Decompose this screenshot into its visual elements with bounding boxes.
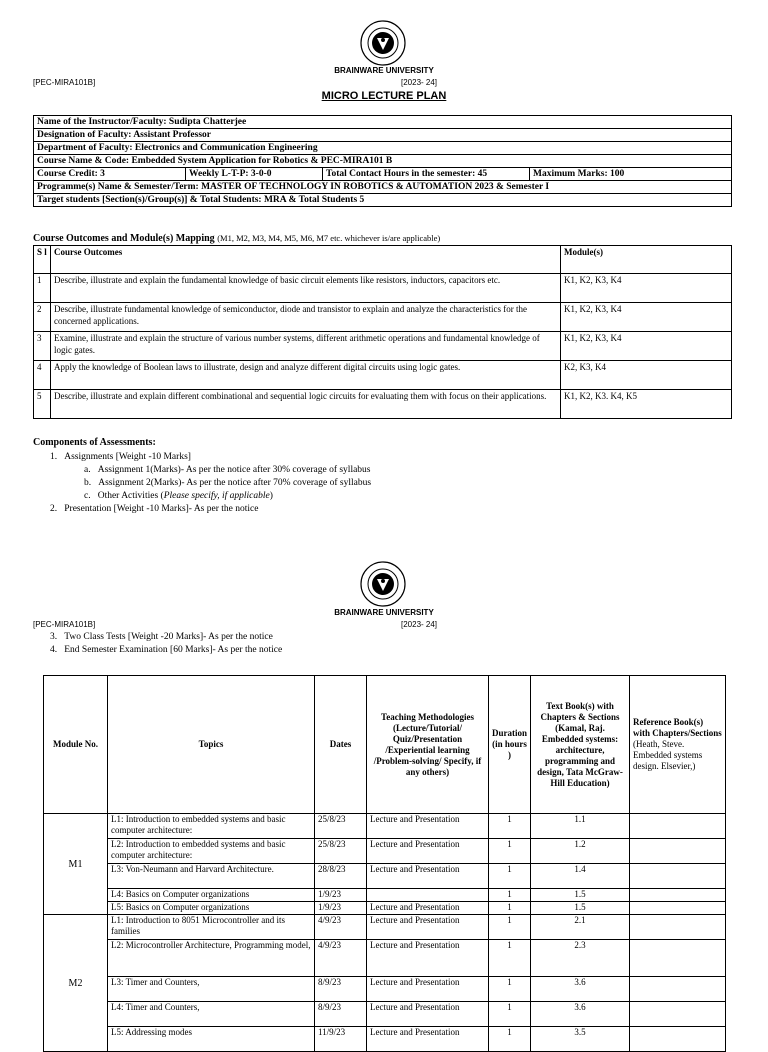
- lecture-plan-table: [43, 675, 726, 1052]
- topic-cell: L1: Introduction to embedded systems and basic computer architecture:: [108, 814, 315, 839]
- date-cell: 25/8/23: [315, 814, 367, 839]
- university-name: BRAINWARE UNIVERSITY: [334, 608, 434, 617]
- textbook-cell: 3.5: [531, 1027, 630, 1052]
- outcome-sl: 2: [34, 303, 51, 332]
- duration-cell: 1: [489, 839, 531, 864]
- plan-col-reference: [630, 676, 726, 814]
- reference-cell: [630, 977, 726, 1002]
- page-title: MICRO LECTURE PLAN: [321, 90, 447, 102]
- outcome-modules: K2, K3, K4: [561, 361, 732, 390]
- method-cell: Lecture and Presentation: [367, 977, 489, 1002]
- contact-hours-cell: Total Contact Hours in the semester: 45: [323, 168, 530, 181]
- assessment-subitem-suffix: ): [269, 491, 273, 501]
- topic-cell: L1: Introduction to 8051 Microcontroller and its families: [108, 915, 315, 940]
- assessment-item: 4. End Semester Examination [60 Marks]- As per the notice: [50, 645, 283, 655]
- assessment-item: 1. Assignments [Weight -10 Marks]: [50, 452, 191, 462]
- duration-cell: 1: [489, 814, 531, 839]
- textbook-cell: 1.5: [531, 902, 630, 915]
- textbook-cell: 1.1: [531, 814, 630, 839]
- textbook-cell: 1.2: [531, 839, 630, 864]
- method-cell: Lecture and Presentation: [367, 940, 489, 977]
- assessment-subitem-text: Assignment 2(Marks)- As per the notice after 70% coverage of syllabus: [98, 478, 372, 488]
- outcome-text: Describe, illustrate and explain different combinational and sequential logic circuits for evaluating them with focus on their applications.: [51, 390, 561, 419]
- textbook-cell: 3.6: [531, 1002, 630, 1027]
- assessment-item: 3. Two Class Tests [Weight -20 Marks]- As per the notice: [50, 632, 273, 642]
- university-name: BRAINWARE UNIVERSITY: [334, 66, 434, 75]
- assessments-list-continued: [50, 631, 730, 657]
- table-row: [44, 889, 726, 902]
- table-row: [44, 915, 726, 940]
- table-row: [44, 902, 726, 915]
- reference-cell: [630, 902, 726, 915]
- date-cell: 8/9/23: [315, 1002, 367, 1027]
- topic-cell: L2: Microcontroller Architecture, Programming model,: [108, 940, 315, 977]
- duration-cell: 1: [489, 1027, 531, 1052]
- outcomes-col-modules: Module(s): [561, 246, 732, 274]
- assessment-item: 2. Presentation [Weight -10 Marks]- As per the notice: [50, 504, 259, 514]
- reference-cell: [630, 940, 726, 977]
- date-cell: 4/9/23: [315, 940, 367, 977]
- assessment-item-text: End Semester Examination [60 Marks]- As per the notice: [64, 645, 283, 655]
- course-cell: Course Name & Code: Embedded System Application for Robotics & PEC-MIRA101 B: [34, 155, 732, 168]
- topic-cell: L5: Basics on Computer organizations: [108, 902, 315, 915]
- outcome-text: Apply the knowledge of Boolean laws to illustrate, design and analyze different digital circuits using logic gates.: [51, 361, 561, 390]
- table-row: [44, 1002, 726, 1027]
- topic-cell: L3: Von-Neumann and Harvard Architecture.: [108, 864, 315, 889]
- assessment-item-text: Presentation [Weight -10 Marks]- As per the notice: [64, 504, 259, 514]
- plan-col-textbook: Text Book(s) with Chapters & Sections (Kamal, Raj. Embedded systems: architecture, programming and design, Tata McGraw-Hill Education): [531, 676, 630, 814]
- table-row: [44, 839, 726, 864]
- academic-year: [2023- 24]: [401, 78, 438, 87]
- table-row: [44, 977, 726, 1002]
- method-cell: Lecture and Presentation: [367, 1002, 489, 1027]
- course-info-table: [33, 115, 732, 207]
- duration-cell: 1: [489, 864, 531, 889]
- assessment-item-text: Assignments [Weight -10 Marks]: [64, 452, 191, 462]
- outcome-modules: K1, K2, K3, K4: [561, 303, 732, 332]
- outcome-sl: 3: [34, 332, 51, 361]
- method-cell: Lecture and Presentation: [367, 864, 489, 889]
- topic-cell: L4: Timer and Counters,: [108, 1002, 315, 1027]
- method-cell: Lecture and Presentation: [367, 814, 489, 839]
- outcome-sl: 1: [34, 274, 51, 303]
- course-code: [PEC-MIRA101B]: [33, 78, 96, 87]
- reference-cell: [630, 864, 726, 889]
- outcome-text: Describe, illustrate and explain the fundamental knowledge of basic circuit elements like resistors, inductors, capacitors etc.: [51, 274, 561, 303]
- reference-cell: [630, 814, 726, 839]
- method-cell: Lecture and Presentation: [367, 1027, 489, 1052]
- method-cell: Lecture and Presentation: [367, 902, 489, 915]
- reference-cell: [630, 839, 726, 864]
- assessments-list: [50, 451, 730, 516]
- plan-col-dates: Dates: [315, 676, 367, 814]
- assessment-item-text: Two Class Tests [Weight -20 Marks]- As per the notice: [64, 632, 273, 642]
- date-cell: 1/9/23: [315, 889, 367, 902]
- reference-cell: [630, 889, 726, 902]
- assessment-subitem-text: Other Activities (: [97, 491, 164, 501]
- topic-cell: L2: Introduction to embedded systems and basic computer architecture:: [108, 839, 315, 864]
- textbook-cell: 2.3: [531, 940, 630, 977]
- module-cell: M1: [44, 814, 108, 915]
- instructor-cell: Name of the Instructor/Faculty: Sudipta Chatterjee: [34, 116, 732, 129]
- date-cell: 25/8/23: [315, 839, 367, 864]
- assessment-subitem-text: Assignment 1(Marks)- As per the notice after 30% coverage of syllabus: [97, 465, 371, 475]
- plan-col-duration: Duration (in hours ): [489, 676, 531, 814]
- outcome-sl: 4: [34, 361, 51, 390]
- duration-cell: 1: [489, 940, 531, 977]
- date-cell: 1/9/23: [315, 902, 367, 915]
- textbook-cell: 1.4: [531, 864, 630, 889]
- outcomes-heading-text: Course Outcomes and Module(s) Mapping: [33, 233, 215, 244]
- target-cell: Target students [Section(s)/Group(s)] & Total Students: MRA & Total Students 5: [34, 194, 732, 207]
- table-row: [44, 940, 726, 977]
- outcome-text: Examine, illustrate and explain the structure of various number systems, different arithmetic operations and fundamental knowledge of logic gates.: [51, 332, 561, 361]
- method-cell: Lecture and Presentation: [367, 839, 489, 864]
- textbook-cell: 2.1: [531, 915, 630, 940]
- textbook-cell: 1.5: [531, 889, 630, 902]
- department-cell: Department of Faculty: Electronics and Communication Engineering: [34, 142, 732, 155]
- assessment-subitem: b. Assignment 2(Marks)- As per the notice after 70% coverage of syllabus: [84, 478, 372, 488]
- topic-cell: L3: Timer and Counters,: [108, 977, 315, 1002]
- date-cell: 28/8/23: [315, 864, 367, 889]
- programme-cell: Programme(s) Name & Semester/Term: MASTER OF TECHNOLOGY IN ROBOTICS & AUTOMATION 2023 & Semester I: [34, 181, 732, 194]
- duration-cell: 1: [489, 977, 531, 1002]
- duration-cell: 1: [489, 889, 531, 902]
- plan-col-method: Teaching Methodologies (Lecture/Tutorial/ Quiz/Presentation /Experiential learning /Problem-solving/ Specify, if any others): [367, 676, 489, 814]
- date-cell: 8/9/23: [315, 977, 367, 1002]
- date-cell: 11/9/23: [315, 1027, 367, 1052]
- duration-cell: 1: [489, 902, 531, 915]
- textbook-cell: 3.6: [531, 977, 630, 1002]
- plan-col-topics: Topics: [108, 676, 315, 814]
- topic-cell: L4: Basics on Computer organizations: [108, 889, 315, 902]
- outcomes-table: [33, 245, 732, 419]
- outcome-modules: K1, K2, K3, K4: [561, 274, 732, 303]
- outcomes-heading-note: (M1, M2, M3, M4, M5, M6, M7 etc. whichever is/are applicable): [217, 233, 441, 243]
- outcome-modules: K1, K2, K3. K4, K5: [561, 390, 732, 419]
- duration-cell: 1: [489, 915, 531, 940]
- method-cell: Lecture and Presentation: [367, 915, 489, 940]
- outcomes-col-sl: S l: [34, 246, 51, 274]
- assessment-subitem: c. Other Activities (Please specify, if applicable): [84, 491, 273, 501]
- topic-cell: L5: Addressing modes: [108, 1027, 315, 1052]
- table-row: [44, 814, 726, 839]
- table-row: [44, 1027, 726, 1052]
- plan-col-module: Module No.: [44, 676, 108, 814]
- outcome-text: Describe, illustrate fundamental knowledge of semiconductor, diode and transistor to explain and analyze the characteristics for the concerned applications.: [51, 303, 561, 332]
- ltp-cell: Weekly L-T-P: 3-0-0: [186, 168, 323, 181]
- designation-cell: Designation of Faculty: Assistant Professor: [34, 129, 732, 142]
- reference-cell: [630, 915, 726, 940]
- course-code: [PEC-MIRA101B]: [33, 620, 96, 629]
- reference-cell: [630, 1002, 726, 1027]
- outcomes-col-text: Course Outcomes: [51, 246, 561, 274]
- university-logo: [360, 20, 406, 66]
- max-marks-cell: Maximum Marks: 100: [530, 168, 732, 181]
- academic-year: [2023- 24]: [401, 620, 438, 629]
- method-cell: [367, 889, 489, 902]
- credit-cell: Course Credit: 3: [34, 168, 186, 181]
- outcome-sl: 5: [34, 390, 51, 419]
- reference-cell: [630, 1027, 726, 1052]
- assessment-subitem-italic: Please specify, if applicable: [163, 491, 270, 501]
- reference-heading: Reference Book(s) with Chapters/Sections: [633, 717, 722, 738]
- reference-book: (Heath, Steve. Embedded systems design. Elsevier,): [633, 739, 703, 771]
- assessment-subitem: a. Assignment 1(Marks)- As per the notice after 30% coverage of syllabus: [84, 465, 371, 475]
- university-logo: [360, 561, 406, 607]
- assessments-heading: Components of Assessments:: [33, 437, 156, 448]
- duration-cell: 1: [489, 1002, 531, 1027]
- outcome-modules: K1, K2, K3, K4: [561, 332, 732, 361]
- date-cell: 4/9/23: [315, 915, 367, 940]
- module-cell: M2: [44, 915, 108, 1052]
- outcomes-heading: [33, 233, 440, 244]
- table-row: [44, 864, 726, 889]
